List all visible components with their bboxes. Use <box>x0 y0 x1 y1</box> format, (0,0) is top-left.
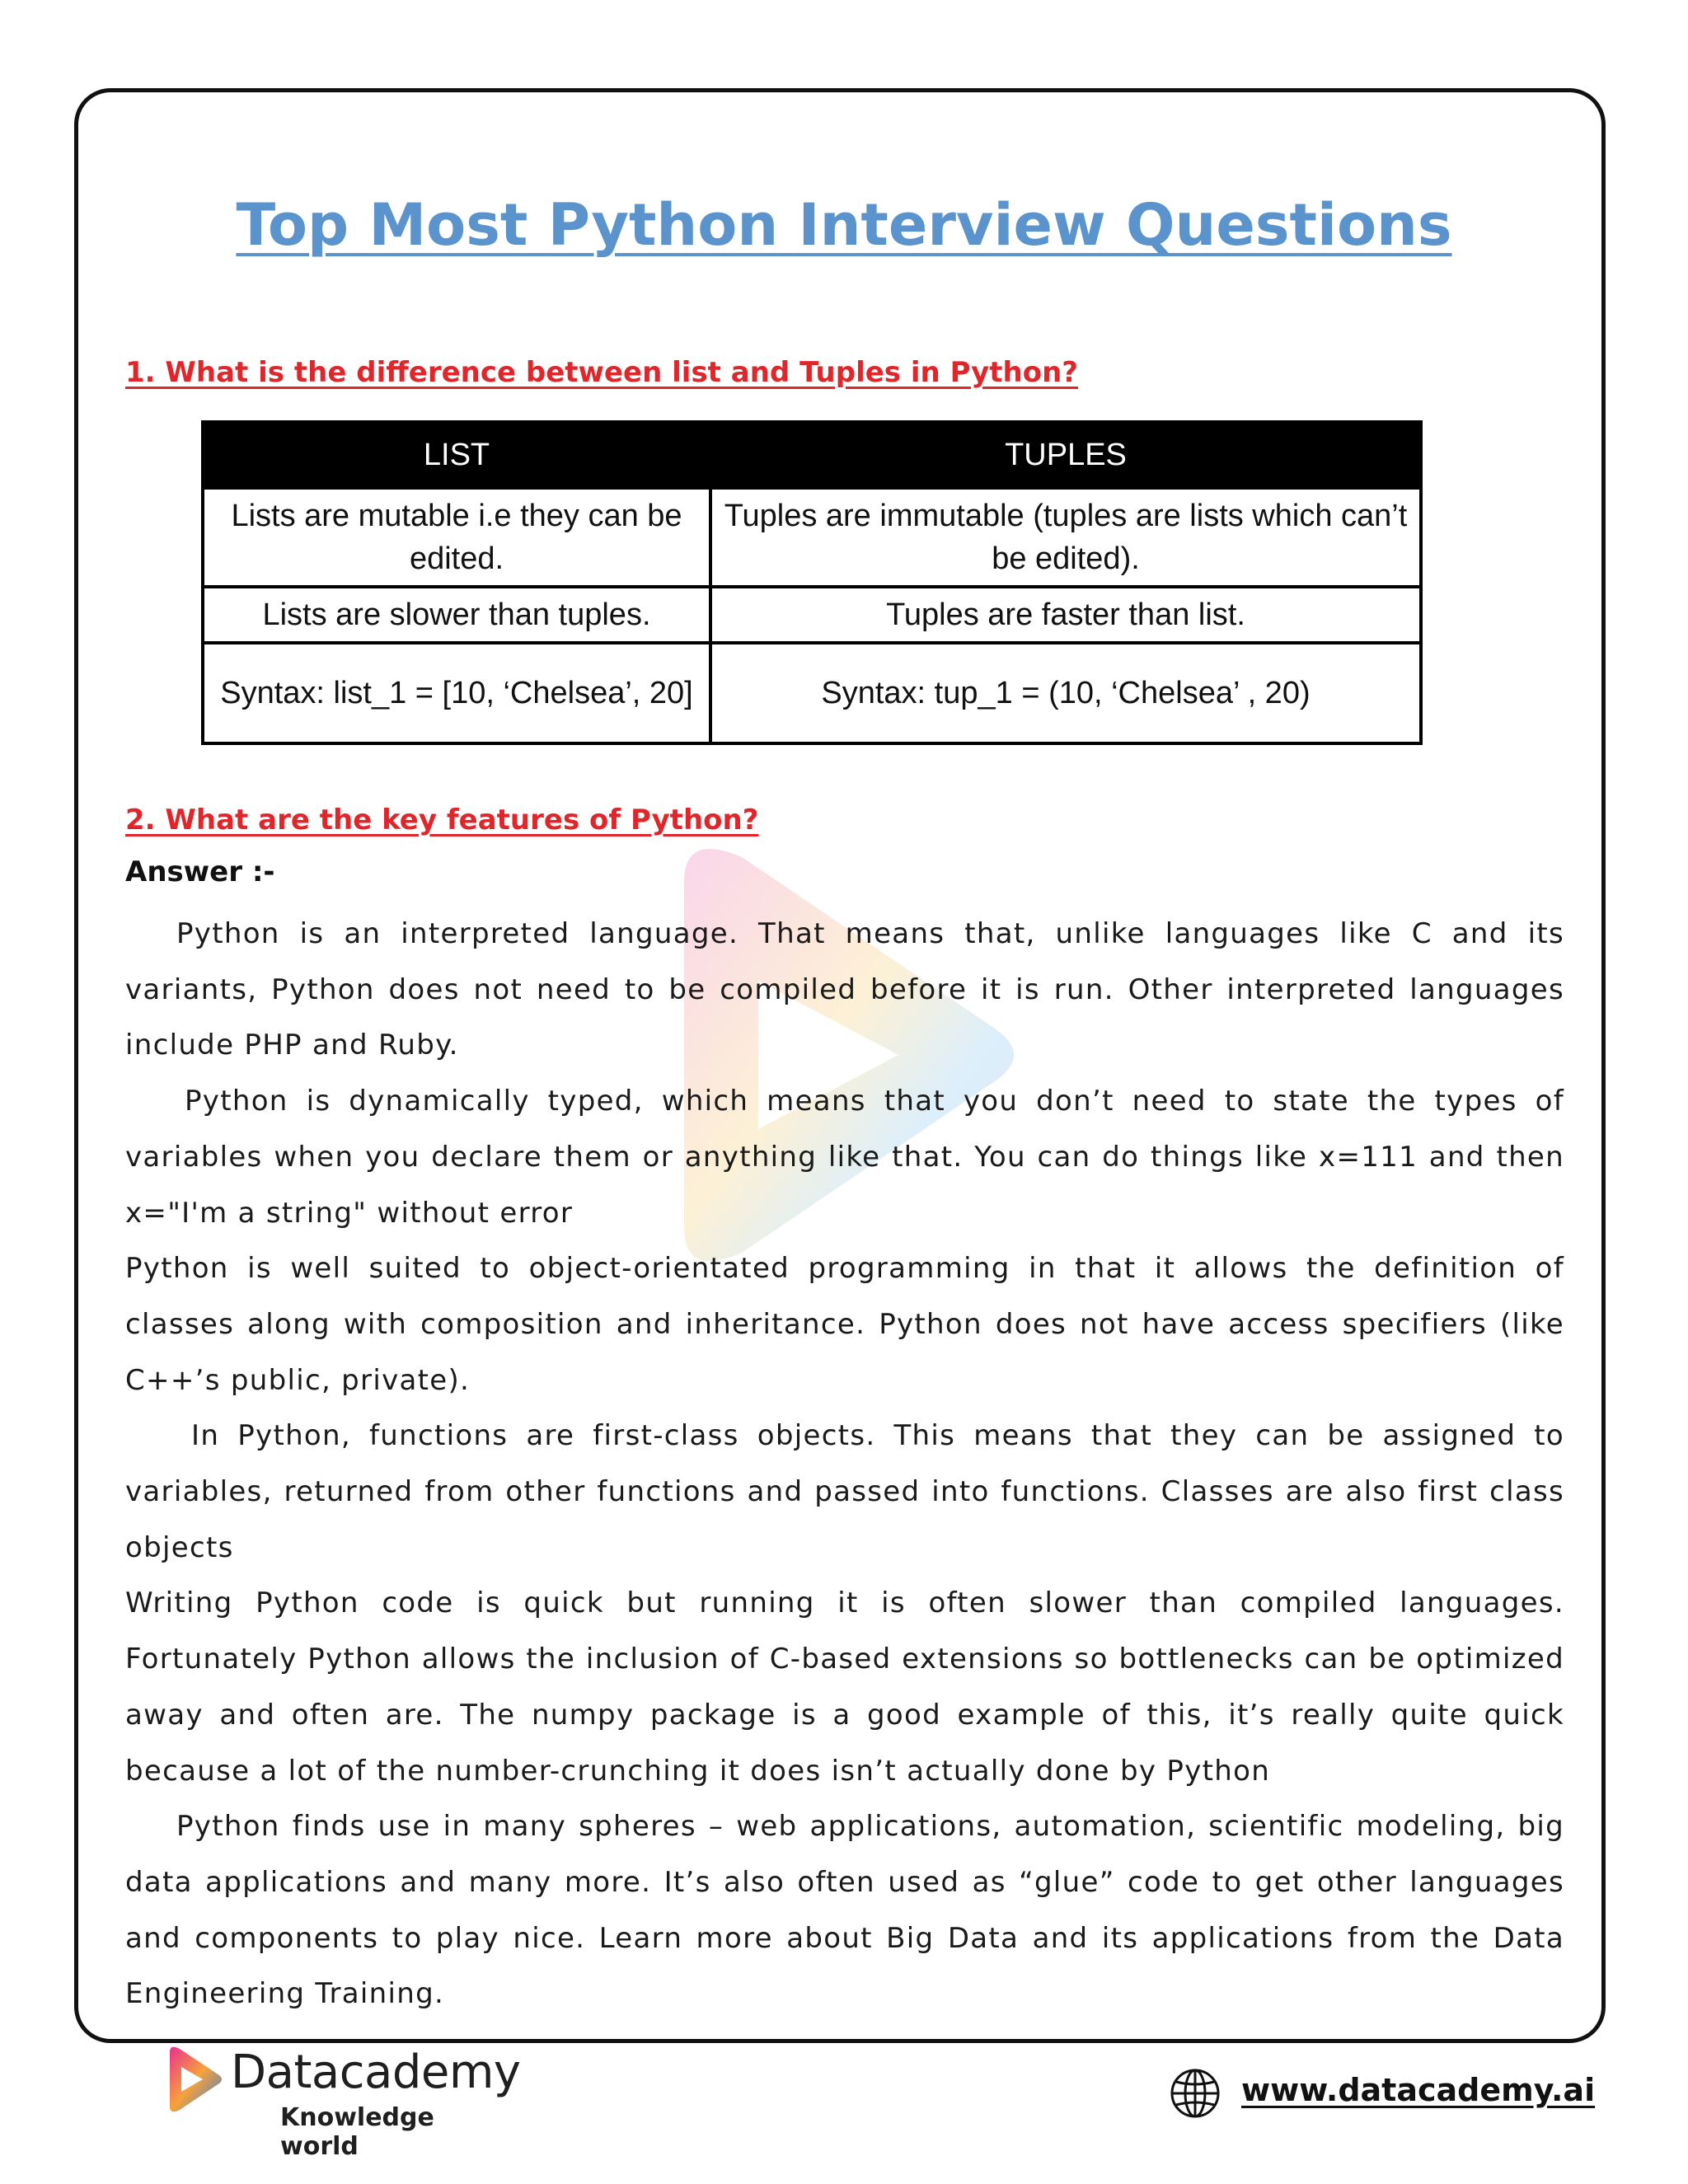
datacademy-logo-icon <box>165 2044 224 2115</box>
answer-body <box>125 907 1564 2022</box>
footer-brand <box>165 2044 521 2161</box>
comparison-table <box>201 420 1423 745</box>
table-cell: Syntax: tup_1 = (10, ‘Chelsea’ , 20) <box>710 643 1421 743</box>
globe-icon <box>1169 2067 1221 2120</box>
page-title: Top Most Python Interview Questions <box>236 191 1452 259</box>
table-cell: Lists are mutable i.e they can be edited. <box>203 488 710 587</box>
table-cell: Tuples are immutable (tuples are lists which can’t be edited). <box>710 488 1421 587</box>
answer-paragraph: Python is well suited to object-orientated programming in that it allows the definition of classes along with composition and inheritance. Python does not have access specifiers (like C++’s public, private). <box>125 1252 1564 1397</box>
table-header-row <box>203 422 1421 488</box>
question-2-heading: 2. What are the key features of Python? <box>125 804 759 837</box>
table-row <box>203 643 1421 743</box>
website-link[interactable]: www.datacademy.ai <box>1241 2072 1596 2108</box>
answer-paragraph: Writing Python code is quick but running it is often slower than compiled languages. Fortunately Python allows the inclusion of C-based extensions so bottlenecks can be optimized away and often are. The numpy package is a good example of this, it’s really quite quick because a lot of the number-crunching it does isn’t actually done by Python <box>125 1586 1564 1788</box>
brand-name: Datacademy <box>231 2046 521 2099</box>
table-row <box>203 587 1421 643</box>
brand-tagline: Knowledge world <box>280 2103 434 2161</box>
table-header-tuples: TUPLES <box>710 422 1421 488</box>
answer-paragraph: Python is dynamically typed, which means that you don’t need to state the types of variables when you declare them or anything like that. You can do things like x=111 and then x="I'm a string" without error <box>125 1085 1564 1230</box>
table-cell: Lists are slower than tuples. <box>203 587 710 643</box>
table-cell: Syntax: list_1 = [10, ‘Chelsea’, 20] <box>203 643 710 743</box>
question-1-heading: 1. What is the difference between list and Tuples in Python? <box>125 356 1079 389</box>
table-cell: Tuples are faster than list. <box>710 587 1421 643</box>
answer-paragraph: Python finds use in many spheres – web applications, automation, scientific modeling, big data applications and many more. It’s also often used as “glue” code to get other languages and components to play nice. Learn more about Big Data and its applications from the Data Engineering Training. <box>125 1810 1564 2011</box>
answer-label: Answer :- <box>125 855 275 888</box>
answer-paragraph: In Python, functions are first-class objects. This means that they can be assigned to variables, returned from other functions and passed into functions. Classes are also first class objects <box>125 1419 1564 1564</box>
answer-paragraph: Python is an interpreted language. That means that, unlike languages like C and its variants, Python does not need to be compiled before it is run. Other interpreted languages include PHP and Ruby. <box>125 917 1564 1062</box>
table-header-list: LIST <box>203 422 710 488</box>
table-row <box>203 488 1421 587</box>
